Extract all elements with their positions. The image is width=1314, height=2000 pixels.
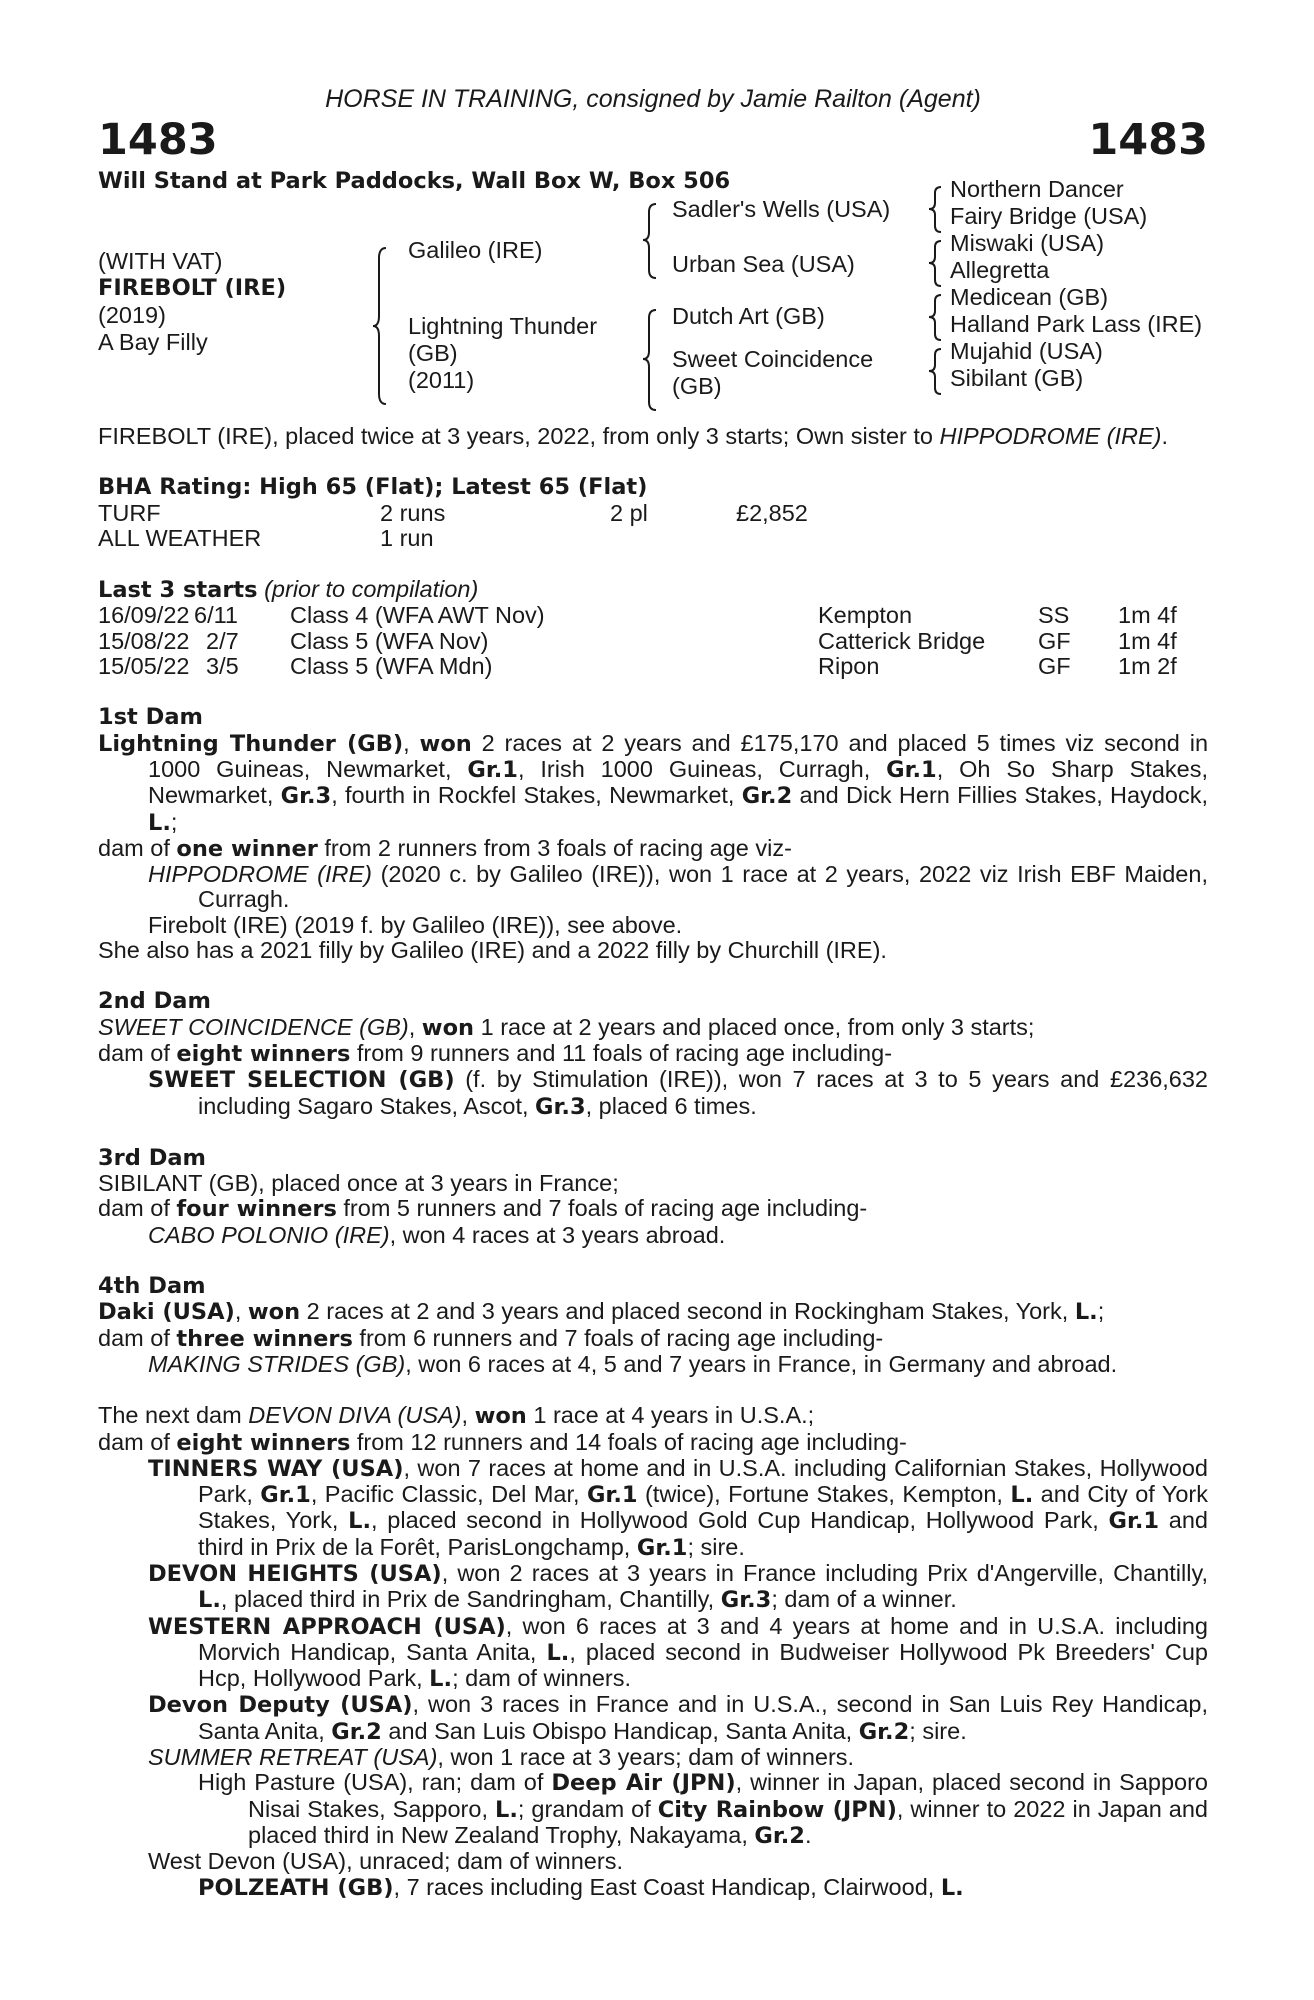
text: ; grandam of [517,1795,658,1822]
fourth-dam-title: 4th Dam [98,1273,206,1300]
start-date: 15/08/22 [98,627,190,654]
third-dam-produce-summary [98,1196,1208,1222]
stand-location: Will Stand at Park Paddocks, Wall Box W, Box 506 [98,168,731,194]
start-course: Ripon [818,653,880,680]
third-dam-record: SIBILANT (GB), placed once at 3 years in France; [98,1170,619,1197]
grade-label: Gr.2 [858,1718,910,1745]
won-bold: won [419,730,472,757]
produce-entry [148,1067,1208,1120]
start-distance: 1m 4f [1118,627,1177,654]
bha-row [98,526,1208,551]
text: , Irish 1000 Guineas, Curragh, [517,755,887,782]
bha-runs: 2 runs [380,499,446,526]
dam-name: DEVON DIVA (USA) [248,1402,462,1429]
grade-label: Gr.1 [886,756,937,783]
text: from 6 runners and 7 foals of racing age including- [352,1324,884,1351]
produce-name: POLZEATH (GB) [198,1874,394,1901]
ggd-allegretta: Allegretta [950,257,1050,283]
dam-name-line2: (GB) [408,340,458,366]
text: from 5 runners and 7 foals of racing age including- [336,1195,868,1222]
third-dam-section [98,1146,1208,1248]
grade-label: Gr.2 [331,1718,382,1745]
ggd-halland-park-lass: Halland Park Lass (IRE) [950,311,1203,337]
lot-number-left: 1483 [98,115,218,165]
start-course: Catterick Bridge [818,627,986,654]
text: ; [1097,1298,1105,1325]
listed-label: L. [429,1666,453,1693]
text: ; dam of winners. [452,1665,631,1692]
dam-dam-line1: Sweet Coincidence [672,346,874,372]
produce-name: TINNERS WAY (USA) [148,1455,404,1482]
produce-name: Deep Air (JPN) [551,1770,736,1797]
produce-entry [148,1745,1208,1770]
bha-prize: £2,852 [736,499,808,526]
grade-label: Gr.1 [260,1482,311,1509]
produce-entry [148,1352,1208,1377]
produce-name: SUMMER RETREAT (USA) [148,1744,438,1771]
horse-description: A Bay Filly [98,329,208,355]
produce-entry: Firebolt (IRE) (2019 f. by Galileo (IRE)), see above. [148,911,683,938]
text: , placed third in Prix de Sandringham, Chantilly, [220,1586,721,1613]
sire-dam: Urban Sea (USA) [672,251,855,277]
ggs-medicean: Medicean (GB) [950,284,1109,310]
text: , placed second in Hollywood Gold Cup Handicap, Hollywood Park, [371,1507,1109,1534]
brace-sire-parents [640,202,660,282]
fourth-dam-produce-summary [98,1326,1208,1352]
bha-title: BHA Rating: High 65 (Flat); Latest 65 (Flat) [98,474,648,501]
grade-label: Gr.1 [586,1482,638,1509]
won-bold: won [474,1403,527,1430]
won-bold: won [421,1014,475,1041]
bha-surface: ALL WEATHER [98,524,262,551]
fourth-dam-record [98,1299,1208,1325]
produce-entry [148,1456,1208,1561]
first-dam-section [98,705,1208,963]
next-dam-produce-summary [98,1430,1208,1456]
consigner-line: HORSE IN TRAINING, consigned by Jamie Railton (Agent) [325,85,981,113]
listed-label: L. [940,1874,964,1901]
start-distance: 1m 2f [1118,653,1177,680]
ggs-miswaki: Miswaki (USA) [950,230,1105,256]
produce-name: CABO POLONIO (IRE) [148,1221,390,1248]
grade-label: Gr.1 [636,1534,688,1561]
grand-produce-entry [198,1875,1208,1901]
text: , [234,1298,248,1325]
brace-g2 [926,239,944,289]
text: 1 race at 4 years in U.S.A.; [526,1402,815,1429]
listed-label: L. [1074,1299,1098,1326]
last-starts-section [98,577,1208,679]
grade-label: Gr.1 [1108,1508,1160,1535]
grade-label: Gr.3 [535,1093,586,1120]
next-dam-record [98,1403,1208,1429]
listed-label: L. [1010,1482,1034,1509]
grade-label: Gr.3 [720,1587,772,1614]
start-row [98,654,1208,679]
start-position: 2/7 [206,627,239,654]
first-dam-title: 1st Dam [98,704,203,731]
text: , Oh So Sharp Stakes, Newmarket, [148,755,1208,809]
start-course: Kempton [818,602,913,629]
second-dam-produce-summary [98,1041,1208,1067]
last-starts-note: (prior to compilation) [264,576,479,603]
brace-g3 [926,293,944,343]
produce-entry: West Devon (USA), unraced; dam of winners. [148,1848,623,1875]
ggd-fairy-bridge: Fairy Bridge (USA) [950,203,1148,229]
sire-name: Galileo (IRE) [408,237,543,263]
intro-text: FIREBOLT (IRE), placed twice at 3 years, 2022, from only 3 starts; Own sister to [98,423,940,449]
start-date: 15/05/22 [98,653,190,680]
produce-name: SWEET SELECTION (GB) [148,1067,455,1094]
text: dam of [98,1195,177,1222]
text: and Dick Hern Fillies Stakes, Haydock, [792,782,1208,809]
last-starts-title: Last 3 starts [98,577,258,604]
start-race: Class 5 (WFA Mdn) [290,653,493,680]
intro-end: . [1161,423,1169,449]
listed-label: L. [198,1587,221,1614]
winners-count: eight winners [176,1040,351,1067]
bha-runs: 1 run [380,524,434,551]
grade-label: Gr.2 [754,1822,805,1849]
second-dam-record [98,1015,1208,1041]
grade-label: Gr.3 [280,783,332,810]
bha-row [98,501,1208,526]
horse-name: FIREBOLT (IRE) [98,275,287,301]
produce-name: HIPPODROME (IRE) [148,861,372,888]
text: from 2 runners from 3 foals of racing age viz- [317,834,792,861]
lot-number-right: 1483 [1088,115,1208,165]
start-row [98,629,1208,654]
third-dam-title: 3rd Dam [98,1144,206,1171]
produce-name: City Rainbow (JPN) [657,1796,897,1823]
bha-section [98,475,1208,551]
text: , won 6 races at 3 and 4 years at home and in U.S.A. including Morvich Handicap, Santa Anita, [198,1612,1209,1665]
intro-sibling: HIPPODROME (IRE) [939,423,1162,449]
fourth-dam-section [98,1274,1208,1377]
last-starts-heading [98,577,1208,603]
dam-sire: Dutch Art (GB) [672,303,825,329]
text: , placed second in Budweiser Hollywood Pk Breeders' Cup Hcp, Hollywood Park, [198,1638,1209,1692]
dam-name-line1: Lightning Thunder [408,313,598,339]
produce-name: Devon Deputy (USA) [148,1692,413,1719]
listed-label: L. [494,1796,518,1823]
start-race: Class 4 (WFA AWT Nov) [290,602,545,629]
start-going: SS [1038,602,1070,629]
text: , winner to 2022 in Japan and placed third in New Zealand Trophy, Nakayama, [248,1795,1208,1848]
first-dam-record [98,731,1208,836]
brace-g1 [926,185,944,235]
brace-g4 [926,347,944,397]
intro-paragraph [98,424,1208,449]
text: , winner in Japan, placed second in Sapporo Nisai Stakes, Sapporo, [248,1769,1208,1822]
text: , won 1 race at 3 years; dam of winners. [437,1744,855,1771]
text: dam of [98,1039,177,1066]
produce-name: DEVON HEIGHTS (USA) [148,1560,442,1587]
produce-entry [148,862,1208,913]
lot-number-row [98,114,1208,166]
text: , placed 6 times. [585,1092,757,1119]
catalogue-page [98,82,1208,1901]
text: , [408,1013,422,1040]
text: , 7 races including East Coast Handicap, Clairwood, [393,1873,941,1900]
grand-produce-entry [198,1770,1208,1849]
text: , won 2 races at 3 years in France including Prix d'Angerville, Chantilly, [441,1559,1208,1586]
brace-parents [370,246,390,406]
start-position: 3/5 [206,653,239,680]
start-position: 6/11 [194,602,238,629]
dam-name: Lightning Thunder (GB) [98,730,404,757]
text: , won 7 races at home and in U.S.A. including Californian Stakes, Hollywood Park, [198,1454,1208,1508]
text: dam of [98,1324,177,1351]
start-row [98,603,1208,628]
grade-label: Gr.1 [467,756,518,783]
winners-count: one winner [176,835,318,862]
text: 1 race at 2 years and placed once, from only 3 starts; [474,1013,1035,1040]
produce-entry [148,1692,1208,1745]
grade-label: Gr.2 [741,783,793,810]
won-bold: won [247,1299,301,1326]
dam-name: Daki (USA) [98,1299,235,1326]
produce-name: MAKING STRIDES (GB) [148,1350,406,1377]
text: and San Luis Obispo Handicap, Santa Anita, [381,1717,859,1744]
text: from 9 runners and 11 foals of racing age including- [350,1039,893,1066]
vat-note: (WITH VAT) [98,248,223,274]
text: dam of [98,834,177,861]
text: , won 4 races at 3 years abroad. [389,1221,726,1248]
start-race: Class 5 (WFA Nov) [290,627,489,654]
first-dam-produce-summary [98,836,1208,862]
produce-entry [148,1614,1208,1693]
text: ; [170,808,178,835]
start-going: GF [1038,627,1071,654]
text: ; dam of a winner. [771,1586,957,1613]
text: High Pasture (USA), ran; dam of [198,1769,552,1796]
listed-label: L. [348,1508,372,1535]
text: and City of York Stakes, York, [198,1481,1208,1534]
text: (2020 c. by Galileo (IRE)), won 1 race at 2 years, 2022 viz Irish EBF Maiden, Curragh. [198,861,1208,913]
start-date: 16/09/22 [98,602,190,629]
start-going: GF [1038,653,1071,680]
ggs-mujahid: Mujahid (USA) [950,338,1103,364]
text: ; sire. [687,1533,745,1560]
dam-name: SWEET COINCIDENCE (GB) [98,1013,409,1040]
bha-surface: TURF [98,499,161,526]
text: , Pacific Classic, Del Mar, [310,1481,587,1508]
second-dam-section [98,989,1208,1119]
first-dam-note: She also has a 2021 filly by Galileo (IRE) and a 2022 filly by Churchill (IRE). [98,937,887,964]
winners-count: eight winners [176,1429,351,1456]
second-dam-title: 2nd Dam [98,988,211,1015]
brace-dam-parents [640,308,660,414]
text: 2 races at 2 years and £175,170 and placed 5 times viz second in 1000 Guineas, Newmarket, [148,729,1209,782]
winners-count: three winners [176,1325,353,1352]
dam-foaled: (2011) [408,367,475,393]
ggd-sibilant: Sibilant (GB) [950,365,1084,391]
text: (twice), Fortune Stakes, Kempton, [637,1481,1011,1508]
produce-entry [148,1223,1208,1248]
text: . [804,1821,812,1848]
produce-name: WESTERN APPROACH (USA) [148,1613,506,1640]
text: and third in Prix de la Forêt, ParisLongchamp, [198,1507,1208,1560]
text: , won 6 races at 4, 5 and 7 years in France, in Germany and abroad. [405,1350,1118,1377]
text: , won 3 races in France and in U.S.A., second in San Luis Rey Handicap, Santa Anita, [198,1691,1208,1744]
text: dam of [98,1428,177,1455]
text: 2 races at 2 and 3 years and placed second in Rockingham Stakes, York, [300,1298,1075,1325]
ggs-northern-dancer: Northern Dancer [950,176,1124,202]
start-distance: 1m 4f [1118,602,1177,629]
dam-dam-line2: (GB) [672,373,722,399]
text: , fourth in Rockfel Stakes, Newmarket, [331,782,742,809]
text: , [461,1402,475,1429]
text: ; sire. [909,1717,967,1744]
sire-sire: Sadler's Wells (USA) [672,196,891,222]
produce-entry [148,1561,1208,1614]
text: (f. by Stimulation (IRE)), won 7 races at 3 to 5 years and £236,632 including Sagaro Stakes, Ascot, [198,1066,1208,1119]
horse-year: (2019) [98,302,166,328]
bha-placed: 2 pl [610,499,648,526]
text: , [403,729,420,756]
listed-label: L. [546,1639,570,1666]
text: from 12 runners and 14 foals of racing age including- [350,1428,907,1455]
listed-label: L. [148,809,171,836]
next-dam-section [98,1403,1208,1901]
text: The next dam [98,1402,249,1429]
winners-count: four winners [176,1196,337,1223]
